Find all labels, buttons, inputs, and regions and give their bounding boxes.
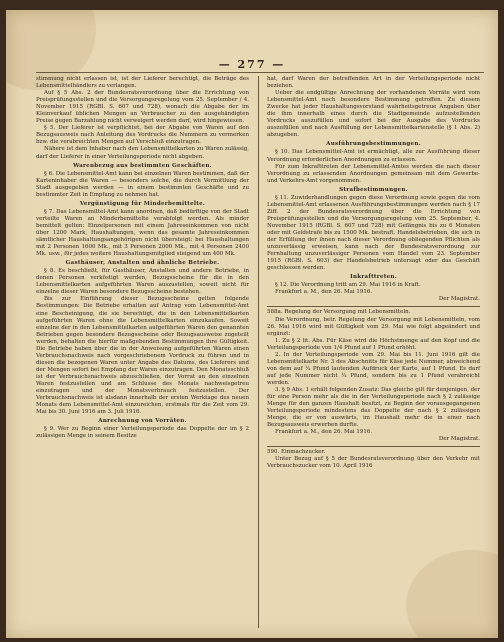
section-heading: Gasthäuser, Anstalten und ähnliche Betriebe.	[65, 260, 220, 267]
paragraph: § 8. Es beschließt, für Gasthäuser, Anstalten und andere Betriebe, in denen Personen verköstigt werden, Bezugsscheine für die in den Lebensmittelkarten aufgeführten Waren auszustellen, soweit nicht für einzelne dieser Waren besondere Bezugsscheine bestehen.	[36, 268, 249, 296]
paragraph: Auf § 5 Abs. 2 der Bundesratsverordnung über die Errichtung von Preisprüfungsstellen und die Versorgungsregelung vom 25. September / 4. November 1915 (RGBl. S. 607 und 728), wonach die Abgabe der im Kleinverkauf üblichen Mengen an Verbraucher zu den ausgehändigten Preise gegen Barzahlung nicht verweigert werden darf, wird hingewiesen.	[36, 90, 249, 125]
paragraph: stimmung nicht erlassen ist, ist der Lieferer berechtigt, die Beträge des Lebensmittelhändlers zu verlangen.	[36, 76, 249, 90]
paragraph: 1. Zu § 2 lit. Abs. Für Käse wird die Höchstmenge auf den Kopf und die Verteilungsperiode von 1/4 Pfund auf 1 Pfund erhöht.	[267, 337, 480, 351]
paragraph: § 7. Das Lebensmittel-Amt kann anordnen, daß bedürftige von der Stadt verteilte Waren an Minderbemittelte verabfolgt werden. Als minder bemittelt gelten: Einzelpersonen mit einem Jahreseinkommen von nicht über 1200 Mark, Haushaltungen, wenn das gesamte Jahreseinkommen sämtlicher Haushaltungsangehörigen nicht übersteigt: bei Haushaltungen mit 2 Personen 1600 Mk., mit 3 Personen 2000 Mk., mit 4 Personen 2400 Mk. usw., für jedes weitere Haushaltungsmitglied steigend um 400 Mk.	[36, 208, 249, 258]
left-column	[36, 76, 249, 440]
column-divider	[258, 76, 259, 628]
paragraph: 2. In der Verteilungsperiode vom 29. Mai bis 11. Juni 1916 gilt die Lebensmittelkarte Nr. 3 des Abschnitts für Käse jede Nummer, abweichend von dem auf ¼ Pfund lautenden Aufdruck der Karte, auf 1 Pfund. Es darf auf jede Nummer nicht ¼ Pfund, sondern bis zu 1 Pfund verabreicht werden.	[267, 351, 480, 386]
paragraph: Frankfurt a. M., den 26. Mai 1916.	[275, 429, 373, 436]
paragraph: Die Verordnung, betr. Regelung der Versorgung mit Lebensmitteln, vom 26. Mai 1916 wird mit Gültigkeit vom 29. Mai wie folgt abgeändert und ergänzt:	[267, 316, 480, 337]
page-number: — 277 —	[218, 58, 286, 71]
paragraph: Unter Bezug auf § 5 der Bundesratsverordnung über den Verkehr mit Verbrauchszucker vom 10. April 1916	[267, 456, 480, 470]
section-heading: Strafbestimmungen.	[339, 186, 408, 193]
paragraph: 3. § 9 Abs. 1 erhält folgenden Zusatz: Das gleiche gilt für denjenigen, der für eine Person mehr als die in der Verteilungsperiode nach § 2 zulässige Menge für den ganzen Haushalt besitzt, zu Beginn der vorausgegangenen Verteilungsperiode mindestens das Doppelte der nach § 2 zulässigen Menge, die er von auswärts, im Haushalt mehr die in einer nach Bezugsausweis erwerben durfte.	[267, 386, 480, 429]
separator-rule	[267, 446, 480, 447]
paragraph: § 11. Zuwiderhandlungen gegen diese Verordnung sowie gegen die vom Lebensmittel-Amt erlassenen Ausführungsbestimmungen werden nach § 17 Ziff. 2 der Bundesratsverordnung über die Errichtung von Preisprüfungsstellen und die Versorgungsregelung vom 25. September, 4. November 1915 (RGBl. S. 607 und 728) mit Gefängnis bis zu 6 Monaten oder mit Geldstrafe bis zu 1500 Mk. bestraft. Handelsbetrieben, die sich in der Erfüllung der ihnen nach dieser Verordnung obliegenden Pflichten als unzuverlässig erweisen, kann nach der Bundesratsverordnung zur Fernhaltung unzuverlässiger Personen vom Handel vom 23. September 1915 (RGBl. S. 603) der Handelsbetrieb untersagt oder das Geschäft geschlossen werden.	[267, 194, 480, 272]
paragraph: Ueber die endgültige Anrechnung der vorhandenen Vorräte wird vom Lebensmittel-Amt noch besondere Bestimmung getroffen. Zu diesem Zwecke hat jeder Haushaltungsvorstand wahrheitsgetreue Angaben über die ihm innerhalb eines durch die Stadtgemeinde aufzustellenden Vordrucks auszufüllen und sofort bei der Ausgabe des Vordrucks auszufüllen und nach Ausfüllung der Lebensmittelkartenstelle (§ 1 Abs. 2) abzugeben.	[267, 90, 480, 139]
paragraph: Bis zur Einführung dieser Bezugsscheine gelten folgende Bestimmungen: Die Betriebe erhalten auf Antrag vom Lebensmittel-Amt eine Bescheinigung, die sie berechtigt, die in den Lebensmittelkarten aufgeführten Waren ohne die Lebensmittelkarten einzukaufen. Soweit einzelne der in den Lebensmittelkarten aufgeführten Waren den genannten Betrieben gegen besondere Bezugsscheine oder Bezugsausweise zugeteilt werden, behalten die hierfür maßgebenden Bestimmungen ihre Gültigkeit. Die Betriebe haben über die in der Anweisung aufgeführten Waren einen Verbrauchsnachweis nach vorgeschriebenem Vordruck zu führen und in diesen die bezogenen Waren unter Angabe des Datums, des Lieferers und der Mengen sofort bei Empfang der Waren einzutragen. Den Monatsschluß ist der Verbrauchsnachweis abzuschließen, der Vorrat an den einzelnen Waren festzustellen und am Schlusse des Monats nachweisgetreu einzutragen und der Monatsverbrauch festzustellen. Der Verbrauchsnachweis ist alsdann innerhalb der ersten Werktage des neuen Monats dem Lebensmittel-Amt einzureichen, erstmals für die Zeit vom 29. Mai bis 30. Juni 1916 am 3. Juli 1916.	[36, 296, 249, 416]
paragraph: § 5. Der Lieferer ist verpflichtet, bei der Abgabe von Waren auf den Bezugsausweis nach Anleitung des Vordrucks die Nummern zu vermerken bzw. die verabreichten Mengen auf Verschluß einzutragen.	[36, 125, 249, 146]
signature: Der Magistrat.	[438, 436, 480, 443]
paragraph: 588a. Regelung der Versorgung mit Lebensmitteln.	[267, 309, 411, 316]
paragraph: § 6. Die Lebensmittel-Amt kann bei einzelnen Waren bestimmen, daß der Karteninhaber die Waren — besonders solche, die durch Vermittlung der Stadt ausgegeben werden — in einem bestimmten Geschäfte und zu bestimmter Zeit in Empfang zu nehmen hat.	[36, 170, 249, 198]
right-column	[267, 76, 480, 470]
paragraph: § 10. Das Lebensmittel-Amt ist ermächtigt, alle zur Ausführung dieser Verordnung erforderlichen Anordnungen zu erlassen.	[267, 149, 480, 163]
paragraph: § 12. Die Verordnung tritt am 29. Mai 1916 in Kraft.	[275, 282, 421, 289]
paper-stain	[406, 550, 498, 638]
section-heading: Warenbezug aus bestimmten Geschäften.	[73, 162, 212, 169]
paragraph: § 9. Wer zu Beginn einer Verteilungsperiode das Doppelte der im § 2 zulässigen Menge in seinem Besitze	[36, 426, 249, 440]
document-page	[6, 10, 498, 638]
paragraph: Für zum Inkrafttreten der Lebensmittel-Amtes werden die nach dieser Verordnung zu erlassenden Anordnungen gemeinsam mit dem Gewerbe- und Verkehrs-Amt vorgenommen.	[267, 163, 480, 184]
section-heading: Ausführungsbestimmungen.	[326, 141, 421, 148]
paragraph: hat, darf Waren der betreffenden Art in der Verteilungsperiode nicht beziehen.	[267, 76, 480, 90]
separator-rule	[267, 306, 480, 307]
paragraph: Nähere ist dem Inhaber nach den Lebensmittelkarten zu Waren zulässig, darf der Lieferer in einer Verteilungsperiode nicht abgeben.	[36, 146, 249, 160]
signature: Der Magistrat.	[438, 296, 480, 303]
section-heading: Anrechnung von Vorräten.	[98, 418, 187, 425]
section-heading: Inkrafttreten.	[350, 274, 397, 281]
section-heading: Vergünstigung für Minderbemittelte.	[79, 200, 206, 207]
paragraph: 590. Einmachzucker.	[267, 449, 326, 456]
header-rule	[36, 72, 484, 73]
paragraph: Frankfurt a. M., den 26. Mai 1916.	[275, 289, 373, 296]
